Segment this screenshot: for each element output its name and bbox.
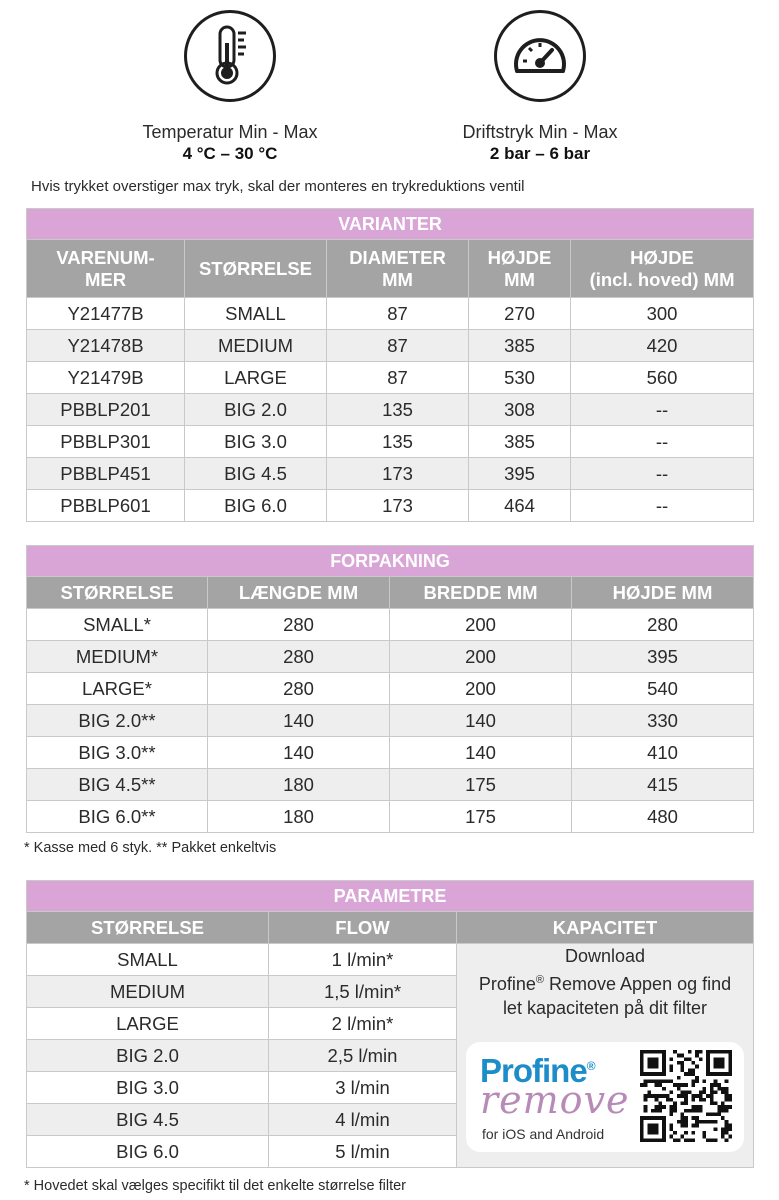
table-cell: MEDIUM: [27, 976, 269, 1008]
table-cell: PBBLP451: [27, 458, 185, 490]
table-cell: SMALL*: [27, 609, 208, 641]
table-cell: 280: [208, 609, 390, 641]
table-cell: 2,5 l/min: [269, 1040, 457, 1072]
table-cell: 395: [572, 641, 754, 673]
header-line: MM: [382, 268, 413, 290]
table-cell: 540: [572, 673, 754, 705]
table-cell: BIG 6.0**: [27, 801, 208, 833]
kap-reg: ®: [535, 974, 544, 986]
table-row: [27, 609, 754, 641]
table-cell: BIG 6.0: [185, 490, 327, 522]
table-cell: 180: [208, 801, 390, 833]
table-cell: 200: [390, 641, 572, 673]
kap-line-2: [457, 968, 753, 996]
table-cell: 300: [571, 298, 754, 330]
table-cell: MEDIUM: [185, 330, 327, 362]
varianter-header: [571, 240, 754, 298]
header-line: HØJDE: [487, 246, 552, 268]
table-row: [27, 801, 754, 833]
table-cell: LARGE: [185, 362, 327, 394]
table-cell: Y21477B: [27, 298, 185, 330]
table-row: [27, 944, 754, 976]
table-cell: BIG 2.0: [27, 1040, 269, 1072]
table-cell: BIG 2.0**: [27, 705, 208, 737]
temperature-label: Temperatur Min - Max: [142, 122, 318, 142]
pressure-value: 2 bar – 6 bar: [489, 144, 591, 163]
gauge-icon: [494, 10, 586, 102]
table-cell: 175: [390, 769, 572, 801]
brand-remove: remove: [480, 1078, 630, 1122]
table-cell: LARGE: [27, 1008, 269, 1040]
table-row: [27, 394, 754, 426]
kap-brand: Profine: [478, 974, 536, 994]
table-cell: 420: [571, 330, 754, 362]
table-cell: 395: [469, 458, 571, 490]
table-cell: BIG 4.5: [27, 1104, 269, 1136]
table-cell: 464: [469, 490, 571, 522]
app-promo-card[interactable]: [466, 1042, 744, 1152]
table-cell: 4 l/min: [269, 1104, 457, 1136]
table-cell: 5 l/min: [269, 1136, 457, 1168]
kap-rest: Remove Appen og find: [544, 974, 732, 994]
kapacitet-text: [457, 944, 753, 1020]
temperature-block: [100, 10, 360, 164]
forpakning-title: FORPAKNING: [27, 546, 754, 577]
table-cell: BIG 3.0**: [27, 737, 208, 769]
table-cell: 135: [327, 426, 469, 458]
table-cell: 385: [469, 330, 571, 362]
varianter-header: [185, 240, 327, 298]
parametre-header: STØRRELSE: [27, 912, 269, 944]
table-row: [27, 673, 754, 705]
table-cell: 280: [572, 609, 754, 641]
table-row: [27, 458, 754, 490]
table-cell: 140: [390, 705, 572, 737]
table-cell: 385: [469, 426, 571, 458]
varianter-header: [27, 240, 185, 298]
table-cell: 140: [208, 737, 390, 769]
table-row: [27, 426, 754, 458]
header-line: MER: [84, 268, 127, 290]
table-row: [27, 769, 754, 801]
varianter-header: [469, 240, 571, 298]
forpakning-header: BREDDE MM: [390, 577, 572, 609]
temperature-value: 4 °C – 30 °C: [182, 144, 278, 163]
table-row: [27, 737, 754, 769]
table-cell: SMALL: [185, 298, 327, 330]
table-row: [27, 641, 754, 673]
table-cell: BIG 2.0: [185, 394, 327, 426]
table-cell: 2 l/min*: [269, 1008, 457, 1040]
header-line: HØJDE: [630, 246, 694, 268]
table-cell: 135: [327, 394, 469, 426]
table-cell: 87: [327, 362, 469, 394]
table-cell: BIG 3.0: [185, 426, 327, 458]
table-row: [27, 298, 754, 330]
varianter-table: [26, 208, 754, 522]
header-line: STØRRELSE: [198, 257, 313, 279]
table-cell: PBBLP201: [27, 394, 185, 426]
table-cell: BIG 4.5**: [27, 769, 208, 801]
table-cell: --: [571, 426, 754, 458]
table-cell: BIG 3.0: [27, 1072, 269, 1104]
table-row: [27, 330, 754, 362]
table-cell: 280: [208, 641, 390, 673]
table-cell: --: [571, 490, 754, 522]
qr-code-icon[interactable]: [640, 1050, 732, 1142]
parametre-footnote: * Hovedet skal vælges specifikt til det enkelte størrelse filter: [24, 1178, 406, 1194]
table-cell: SMALL: [27, 944, 269, 976]
table-row: [27, 362, 754, 394]
table-cell: 280: [208, 673, 390, 705]
table-cell: --: [571, 394, 754, 426]
kap-line-1: Download: [564, 946, 646, 966]
table-cell: 3 l/min: [269, 1072, 457, 1104]
header-line: MM: [504, 268, 535, 290]
forpakning-table: [26, 545, 754, 833]
pressure-note: Hvis trykket overstiger max tryk, skal der monteres en trykreduktions ventil: [31, 178, 525, 195]
table-cell: 140: [390, 737, 572, 769]
table-cell: 173: [327, 458, 469, 490]
table-cell: 330: [572, 705, 754, 737]
parametre-header: FLOW: [269, 912, 457, 944]
table-cell: Y21479B: [27, 362, 185, 394]
table-cell: 200: [390, 673, 572, 705]
header-line: VARENUM-: [56, 246, 155, 268]
table-cell: LARGE*: [27, 673, 208, 705]
forpakning-header: LÆNGDE MM: [208, 577, 390, 609]
table-cell: 140: [208, 705, 390, 737]
forpakning-header: HØJDE MM: [572, 577, 754, 609]
thermometer-icon: [184, 10, 276, 102]
table-cell: 560: [571, 362, 754, 394]
table-row: [27, 705, 754, 737]
table-cell: 415: [572, 769, 754, 801]
table-cell: 180: [208, 769, 390, 801]
brand-reg: ®: [586, 1059, 595, 1073]
brand-platforms: for iOS and Android: [482, 1126, 605, 1142]
table-cell: 480: [572, 801, 754, 833]
pressure-block: [410, 10, 670, 164]
table-cell: --: [571, 458, 754, 490]
table-cell: BIG 4.5: [185, 458, 327, 490]
table-cell: 530: [469, 362, 571, 394]
table-row: [27, 490, 754, 522]
table-cell: 1,5 l/min*: [269, 976, 457, 1008]
pressure-label: Driftstryk Min - Max: [462, 122, 618, 142]
table-cell: MEDIUM*: [27, 641, 208, 673]
table-cell: Y21478B: [27, 330, 185, 362]
table-cell: 87: [327, 298, 469, 330]
parametre-header: KAPACITET: [457, 912, 754, 944]
parametre-title: PARAMETRE: [27, 881, 754, 912]
header-line: (incl. hoved) MM: [589, 268, 735, 290]
table-cell: 173: [327, 490, 469, 522]
table-cell: 308: [469, 394, 571, 426]
table-cell: 200: [390, 609, 572, 641]
header-line: DIAMETER: [349, 246, 446, 268]
table-cell: 87: [327, 330, 469, 362]
table-cell: 410: [572, 737, 754, 769]
kap-line-3: let kapaciteten på dit filter: [502, 998, 708, 1018]
forpakning-footnote: * Kasse med 6 styk. ** Pakket enkeltvis: [24, 840, 277, 856]
table-cell: 175: [390, 801, 572, 833]
brand-profine-text: Profine: [480, 1052, 587, 1089]
table-cell: 270: [469, 298, 571, 330]
parametre-table: [26, 880, 754, 1168]
varianter-title: VARIANTER: [27, 209, 754, 240]
table-cell: PBBLP301: [27, 426, 185, 458]
table-cell: BIG 6.0: [27, 1136, 269, 1168]
table-cell: PBBLP601: [27, 490, 185, 522]
forpakning-header: STØRRELSE: [27, 577, 208, 609]
kapacitet-cell: [457, 944, 754, 1168]
table-cell: 1 l/min*: [269, 944, 457, 976]
varianter-header: [327, 240, 469, 298]
